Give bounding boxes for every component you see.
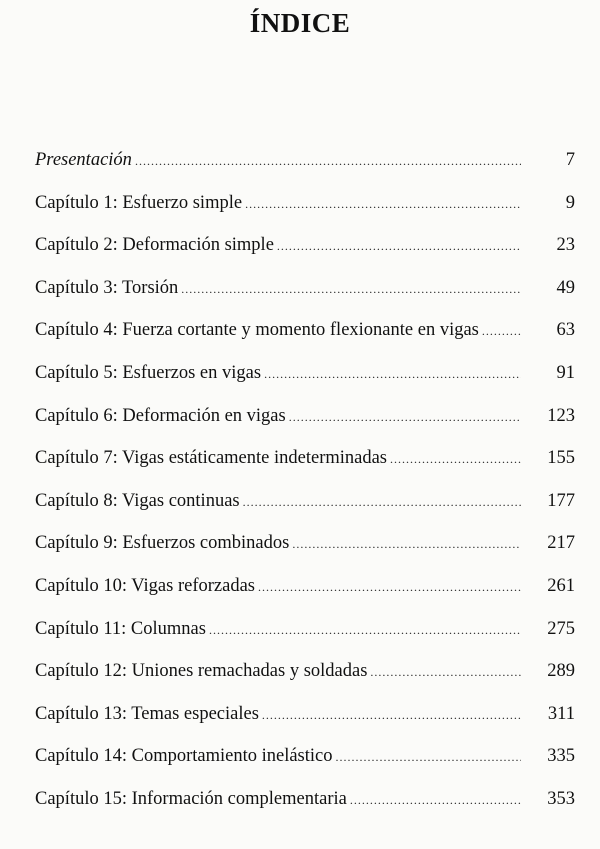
toc-entry — [35, 406, 575, 449]
dot-leader — [181, 282, 521, 297]
toc-entry-page-number: 289 — [547, 661, 575, 682]
toc-entry-page-number: 123 — [547, 405, 575, 426]
dot-leader — [243, 495, 521, 510]
toc-entry — [35, 363, 575, 406]
toc-entry-page-number: 275 — [547, 618, 575, 639]
toc-entry-label: Capítulo 2: Deformación simple — [35, 235, 274, 256]
dot-leader — [370, 665, 521, 680]
dot-leader — [277, 239, 521, 254]
dot-leader — [245, 197, 521, 212]
toc-entry-page-number: 353 — [547, 788, 575, 809]
toc-entry-label: Capítulo 5: Esfuerzos en vigas — [35, 362, 262, 383]
toc-entry-page-number: 63 — [556, 320, 575, 341]
toc-entry-page-number: 49 — [556, 277, 575, 298]
dot-leader — [262, 708, 521, 723]
toc-entry-label: Capítulo 10: Vigas reforzadas — [35, 575, 255, 596]
table-of-contents — [35, 150, 575, 832]
dot-leader — [390, 452, 521, 467]
toc-entry-label: Capítulo 12: Uniones remachadas y soldadas — [35, 661, 368, 682]
toc-entry-page-number: 91 — [556, 362, 575, 383]
dot-leader — [350, 793, 521, 808]
page-title: ÍNDICE — [249, 8, 351, 38]
toc-entry-page-number: 261 — [547, 575, 575, 596]
toc-entry-label: Presentación — [35, 150, 132, 170]
toc-entry-label: Capítulo 11: Columnas — [35, 618, 206, 639]
toc-entry — [35, 235, 575, 278]
dot-leader — [135, 154, 521, 169]
toc-entry-label: Capítulo 3: Torsión — [35, 277, 179, 298]
toc-entry — [35, 448, 575, 491]
toc-entry — [35, 619, 575, 662]
toc-entry-label: Capítulo 6: Deformación en vigas — [35, 405, 286, 426]
toc-entry — [35, 533, 575, 576]
dot-leader — [209, 623, 521, 638]
toc-entry — [35, 193, 575, 236]
dot-leader — [258, 580, 521, 595]
toc-entry-page-number: 311 — [547, 703, 575, 724]
toc-entry — [35, 789, 575, 832]
toc-entry-label: Capítulo 14: Comportamiento inelástico — [35, 746, 333, 767]
toc-entry-page-number: 335 — [547, 746, 575, 767]
toc-entry-page-number: 177 — [547, 490, 575, 511]
toc-entry-page-number: 7 — [565, 150, 575, 170]
dot-leader — [289, 410, 521, 425]
toc-entry-label: Capítulo 15: Información complementaria — [35, 788, 347, 809]
dot-leader — [482, 324, 521, 339]
toc-entry — [35, 661, 575, 704]
toc-entry-page-number: 217 — [547, 533, 575, 554]
toc-entry-page-number: 23 — [556, 235, 575, 256]
toc-entry — [35, 491, 575, 534]
toc-entry-label: Capítulo 8: Vigas continuas — [35, 490, 240, 511]
toc-entry — [35, 278, 575, 321]
toc-entry — [35, 746, 575, 789]
toc-entry — [35, 576, 575, 619]
toc-entry-label: Capítulo 4: Fuerza cortante y momento flexionante en vigas — [35, 320, 479, 341]
toc-entry — [35, 150, 575, 193]
toc-entry-page-number: 9 — [565, 192, 575, 213]
toc-entry-label: Capítulo 9: Esfuerzos combinados — [35, 533, 290, 554]
dot-leader — [336, 750, 522, 765]
toc-entry — [35, 704, 575, 747]
toc-entry-label: Capítulo 13: Temas especiales — [35, 703, 259, 724]
toc-entry-page-number: 155 — [547, 448, 575, 469]
toc-entry-label: Capítulo 1: Esfuerzo simple — [35, 192, 243, 213]
dot-leader — [292, 537, 521, 552]
toc-entry — [35, 320, 575, 363]
toc-entry-label: Capítulo 7: Vigas estáticamente indeterminadas — [35, 448, 388, 469]
dot-leader — [264, 367, 521, 382]
